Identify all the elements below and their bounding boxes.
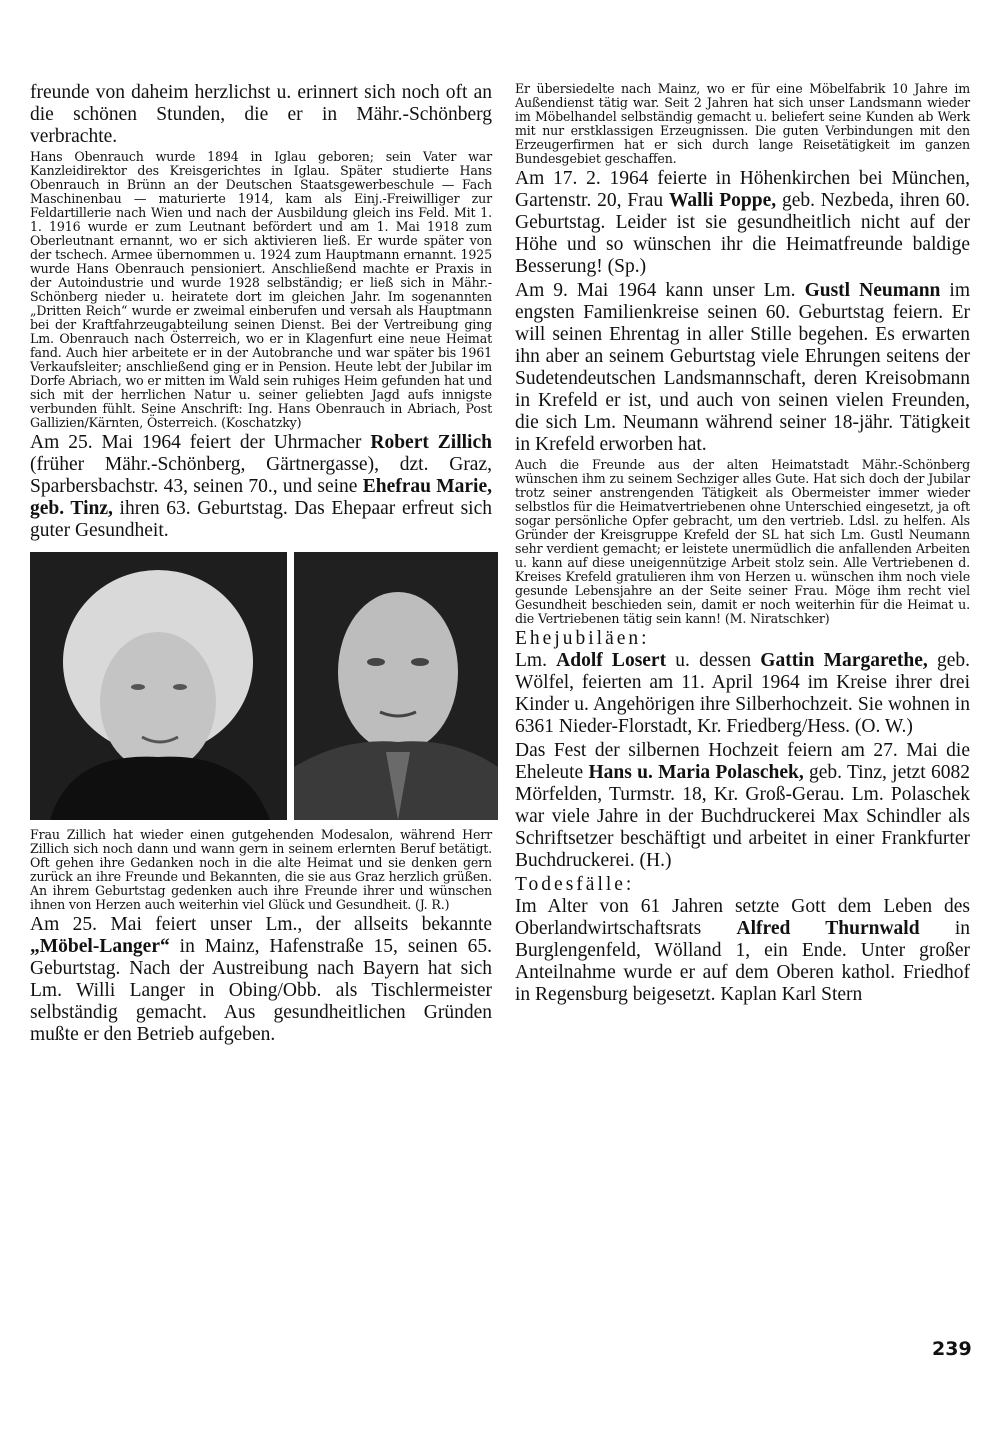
name-gustl-neumann: Gustl Neumann bbox=[804, 280, 941, 301]
text-run: Am 17. 2. 1964 feierte in Höhenkirchen bei München, Gartenstr. 20, Frau bbox=[515, 168, 970, 211]
paragraph-neumann-friends: Auch die Freunde aus der alten Heimatstadt Mähr.-Schönberg wünschen ihm zu seinem Sechziger alles Gute. Hat sich doch der Jubilar trotz seiner anstrengenden Tätigkeit als Obermeister immer wieder selbstlos für die Heimatvertriebenen ohne Unterschied eingesetzt, ja oft sogar persönliche Opfer gebracht, um den vertrieb. Ldsl. zu helfen. Als Gründer der Kreisgruppe Krefeld der SL hat sich Lm. Gustl Neumann sehr verdient gemacht; er leistete unermüdlich die anfallenden Arbeiten u. kann auf diese uneigennützige Arbeit stolz sein. Alle Vertriebenen d. Kreises Krefeld gratulieren ihm von Herzen u. wünschen ihm noch viele gesunde Lebensjahre an der Seite seiner Frau. Möge ihm recht viel Gesundheit beschieden sein, damit er noch weiterhin für die Heimat u. die Vertriebenen tätig sein kann! (M. Niratschker) bbox=[515, 457, 970, 626]
name-robert-zillich: Robert Zillich bbox=[370, 432, 492, 453]
name-moebel-langer: „Möbel-Langer“ bbox=[30, 936, 170, 957]
text-run: in Burglengenfeld, Wölland 1, ein Ende. Unter großer Anteilnahme wurde er auf dem Oberen kathol. Friedhof in Regensburg beigesetzt. Kaplan Karl Stern bbox=[515, 918, 970, 1005]
name-margarethe-losert: Gattin Margarethe, bbox=[760, 650, 928, 671]
heading-ehejubilaeen: Ehejubiläen: bbox=[515, 628, 650, 649]
text-run: ihren 63. Geburtstag. Das Ehepaar erfreut sich guter Gesundheit. bbox=[30, 498, 492, 541]
text-run: Das Fest der silbernen Hochzeit feiern am 27. Mai die Eheleute bbox=[515, 740, 970, 783]
text-run: geb. Tinz, jetzt 6082 Mörfelden, Turmstr. 18, Kr. Groß-Gerau. Lm. Polaschek war viele Jahre in der Buchdruckerei Max Schindler als Schriftsetzer beschäftigt und arbeitet in einer Frankfurter Buchdruckerei. (H.) bbox=[515, 762, 971, 871]
name-polaschek: Hans u. Maria Polaschek, bbox=[588, 762, 804, 783]
paragraph-langer-cont: Er übersiedelte nach Mainz, wo er für eine Möbelfabrik 10 Jahre im Außendienst tätig war. Seit 2 Jahren hat sich unser Landsmann wieder im Möbelhandel selbständig gemacht u. beliefert seine Kunden ab Werk mit nur erstklassigen Erzeugnissen. Die guten Verbindungen mit den Erzeugerfirmen hat er sich durch lange Reisetätigkeit im ganzen Bundesgebiet geschaffen. bbox=[515, 81, 970, 166]
text-run: (früher Mähr.-Schönberg, Gärtnergasse), dzt. Graz, Sparbersbachstr. 43, seinen 70., und seine bbox=[30, 454, 492, 497]
text-run: u. dessen bbox=[666, 650, 761, 671]
name-walli-poppe: Walli Poppe, bbox=[668, 190, 777, 211]
paragraph-obenrauch-end: freunde von daheim herzlichst u. erinnert sich noch oft an die schönen Stunden, die er in Mähr.-Schönberg verbrachte. bbox=[30, 82, 492, 147]
left-column bbox=[30, 82, 492, 1046]
text-run: geb. Wölfel, feierten am 11. April 1964 im Kreise ihrer drei Kinder u. Angehörigen ihre Silberhochzeit. Sie wohnen in 6361 Nieder-Florstadt, Kr. Friedberg/Hess. (O. W.) bbox=[515, 650, 970, 737]
paragraph-obenrauch-bio: Hans Obenrauch wurde 1894 in Iglau geboren; sein Vater war Kanzleidirektor des Kreisgerichtes in Iglau. Später studierte Hans Obenrauch in Brünn an der Deutschen Staatsgewerbeschule — Fach Maschinenbau — maturierte 1914, kam als Einj.-Freiwilliger zur Feldartillerie nach Wien und nach der Ausbildung gleich ins Feld. Mit 1. 1. 1916 wurde er zum Leutnant befördert und am 1. Mai 1918 zum Oberleutnant ernannt, wo er sich aktivieren ließ. Er wurde später von der tschech. Armee übernommen u. 1924 zum Hauptmann ernannt. 1925 wurde Hans Obenrauch pensioniert. Anschließend machte er Praxis in der Autoindustrie und wurde 1928 selbständig; er ließ sich in Mähr.-Schönberg nieder u. heiratete dort im gleichen Jahr. Im sogenannten „Dritten Reich“ wurde er zweimal einberufen und versah als Hauptmann bei der Kraftfahrzeugabteilung seinen Dienst. Bei der Vertreibung ging Lm. Obenrauch nach Österreich, wo er in Klagenfurt eine neue Heimat fand. Auch hier arbeitete er in der Autobranche und war später bis 1961 Verkaufsleiter; anschließend ging er in Pension. Heute lebt der Jubilar im Dorfe Abriach, wo er mitten im Wald sein ruhiges Heim gefunden hat und sich mit der herrlichen Natur u. seiner geliebten Jagd aufs innigste verbunden fühlt. Seine Anschrift: Ing. Hans Obenrauch in Abriach, Post Gallizien/Kärnten, Österreich. (Koschatzky) bbox=[30, 149, 492, 430]
text-run: Am 9. Mai 1964 kann unser Lm. bbox=[515, 280, 805, 301]
name-alfred-thurnwald: Alfred Thurnwald bbox=[736, 918, 920, 939]
text-run: Lm. bbox=[515, 650, 557, 671]
text-run: geb. Nezbeda, ihren 60. Geburtstag. Leider ist sie gesundheitlich nicht auf der Höhe und so wünschen ihr die Heimatfreunde baldige Besserung! (Sp.) bbox=[515, 190, 970, 277]
text-run: Im Alter von 61 Jahren setzte Gott dem Leben des Oberlandwirtschaftsrats bbox=[515, 896, 970, 939]
photo-caption: Frau Zillich hat wieder einen gutgehenden Modesalon, während Herr Zillich sich noch dann und wann gern in seinem erlernten Beruf betätigt. Oft gehen ihre Gedanken noch in die alte Heimat und sie denken gern zurück an ihre Freunde und Bekannten, die sie aus Graz herzlich grüßen. An ihrem Geburtstag gedenken auch ihre Freunde ihrer und wünschen ihnen von Herzen auch weiterhin viel Glück und Gesundheit. (J. R.) bbox=[30, 827, 492, 912]
text-run: in Mainz, Hafenstraße 15, seinen 65. Geburtstag. Nach der Austreibung nach Bayern hat sich Lm. Willi Langer in Obing/Obb. als Tischlermeister selbständig gemacht. Aus gesundheitlichen Gründen mußte er den Betrieb aufgeben. bbox=[30, 936, 492, 1045]
paragraph-losert bbox=[515, 650, 970, 738]
paragraph-langer bbox=[30, 914, 492, 1046]
paragraph-polaschek bbox=[515, 740, 970, 872]
photo-row bbox=[30, 552, 492, 820]
heading-todesfaelle: Todesfälle: bbox=[515, 874, 635, 895]
right-column bbox=[515, 82, 970, 1006]
paragraph-thurnwald bbox=[515, 896, 970, 1006]
text-run: Am 25. Mai feiert unser Lm., der allseits bekannte bbox=[30, 914, 492, 935]
photo-marie-zillich bbox=[30, 552, 287, 820]
paragraph-neumann bbox=[515, 280, 970, 456]
text-run: im engsten Familienkreise seinen 60. Geburtstag feiern. Er will seinen Ehrentag in aller Stille begehen. Es erwarten ihn aber an seinem Geburtstag viele Ehrungen seitens der Sudetendeutschen Landsmannschaft, deren Kreisobmann in Krefeld er ist, und auch von seinen vielen Freunden, die sich Lm. Neumann während seiner 18-jähr. Tätigkeit in Krefeld erworben hat. bbox=[515, 280, 971, 455]
page-number: 239 bbox=[932, 1338, 972, 1360]
photo-robert-zillich bbox=[294, 552, 498, 820]
paragraph-poppe bbox=[515, 168, 970, 278]
name-marie-zillich: Ehefrau Marie, geb. Tinz, bbox=[30, 476, 492, 519]
text-run: Am 25. Mai 1964 feiert der Uhrmacher bbox=[30, 432, 371, 453]
paragraph-zillich bbox=[30, 432, 492, 542]
name-adolf-losert: Adolf Losert bbox=[556, 650, 667, 671]
